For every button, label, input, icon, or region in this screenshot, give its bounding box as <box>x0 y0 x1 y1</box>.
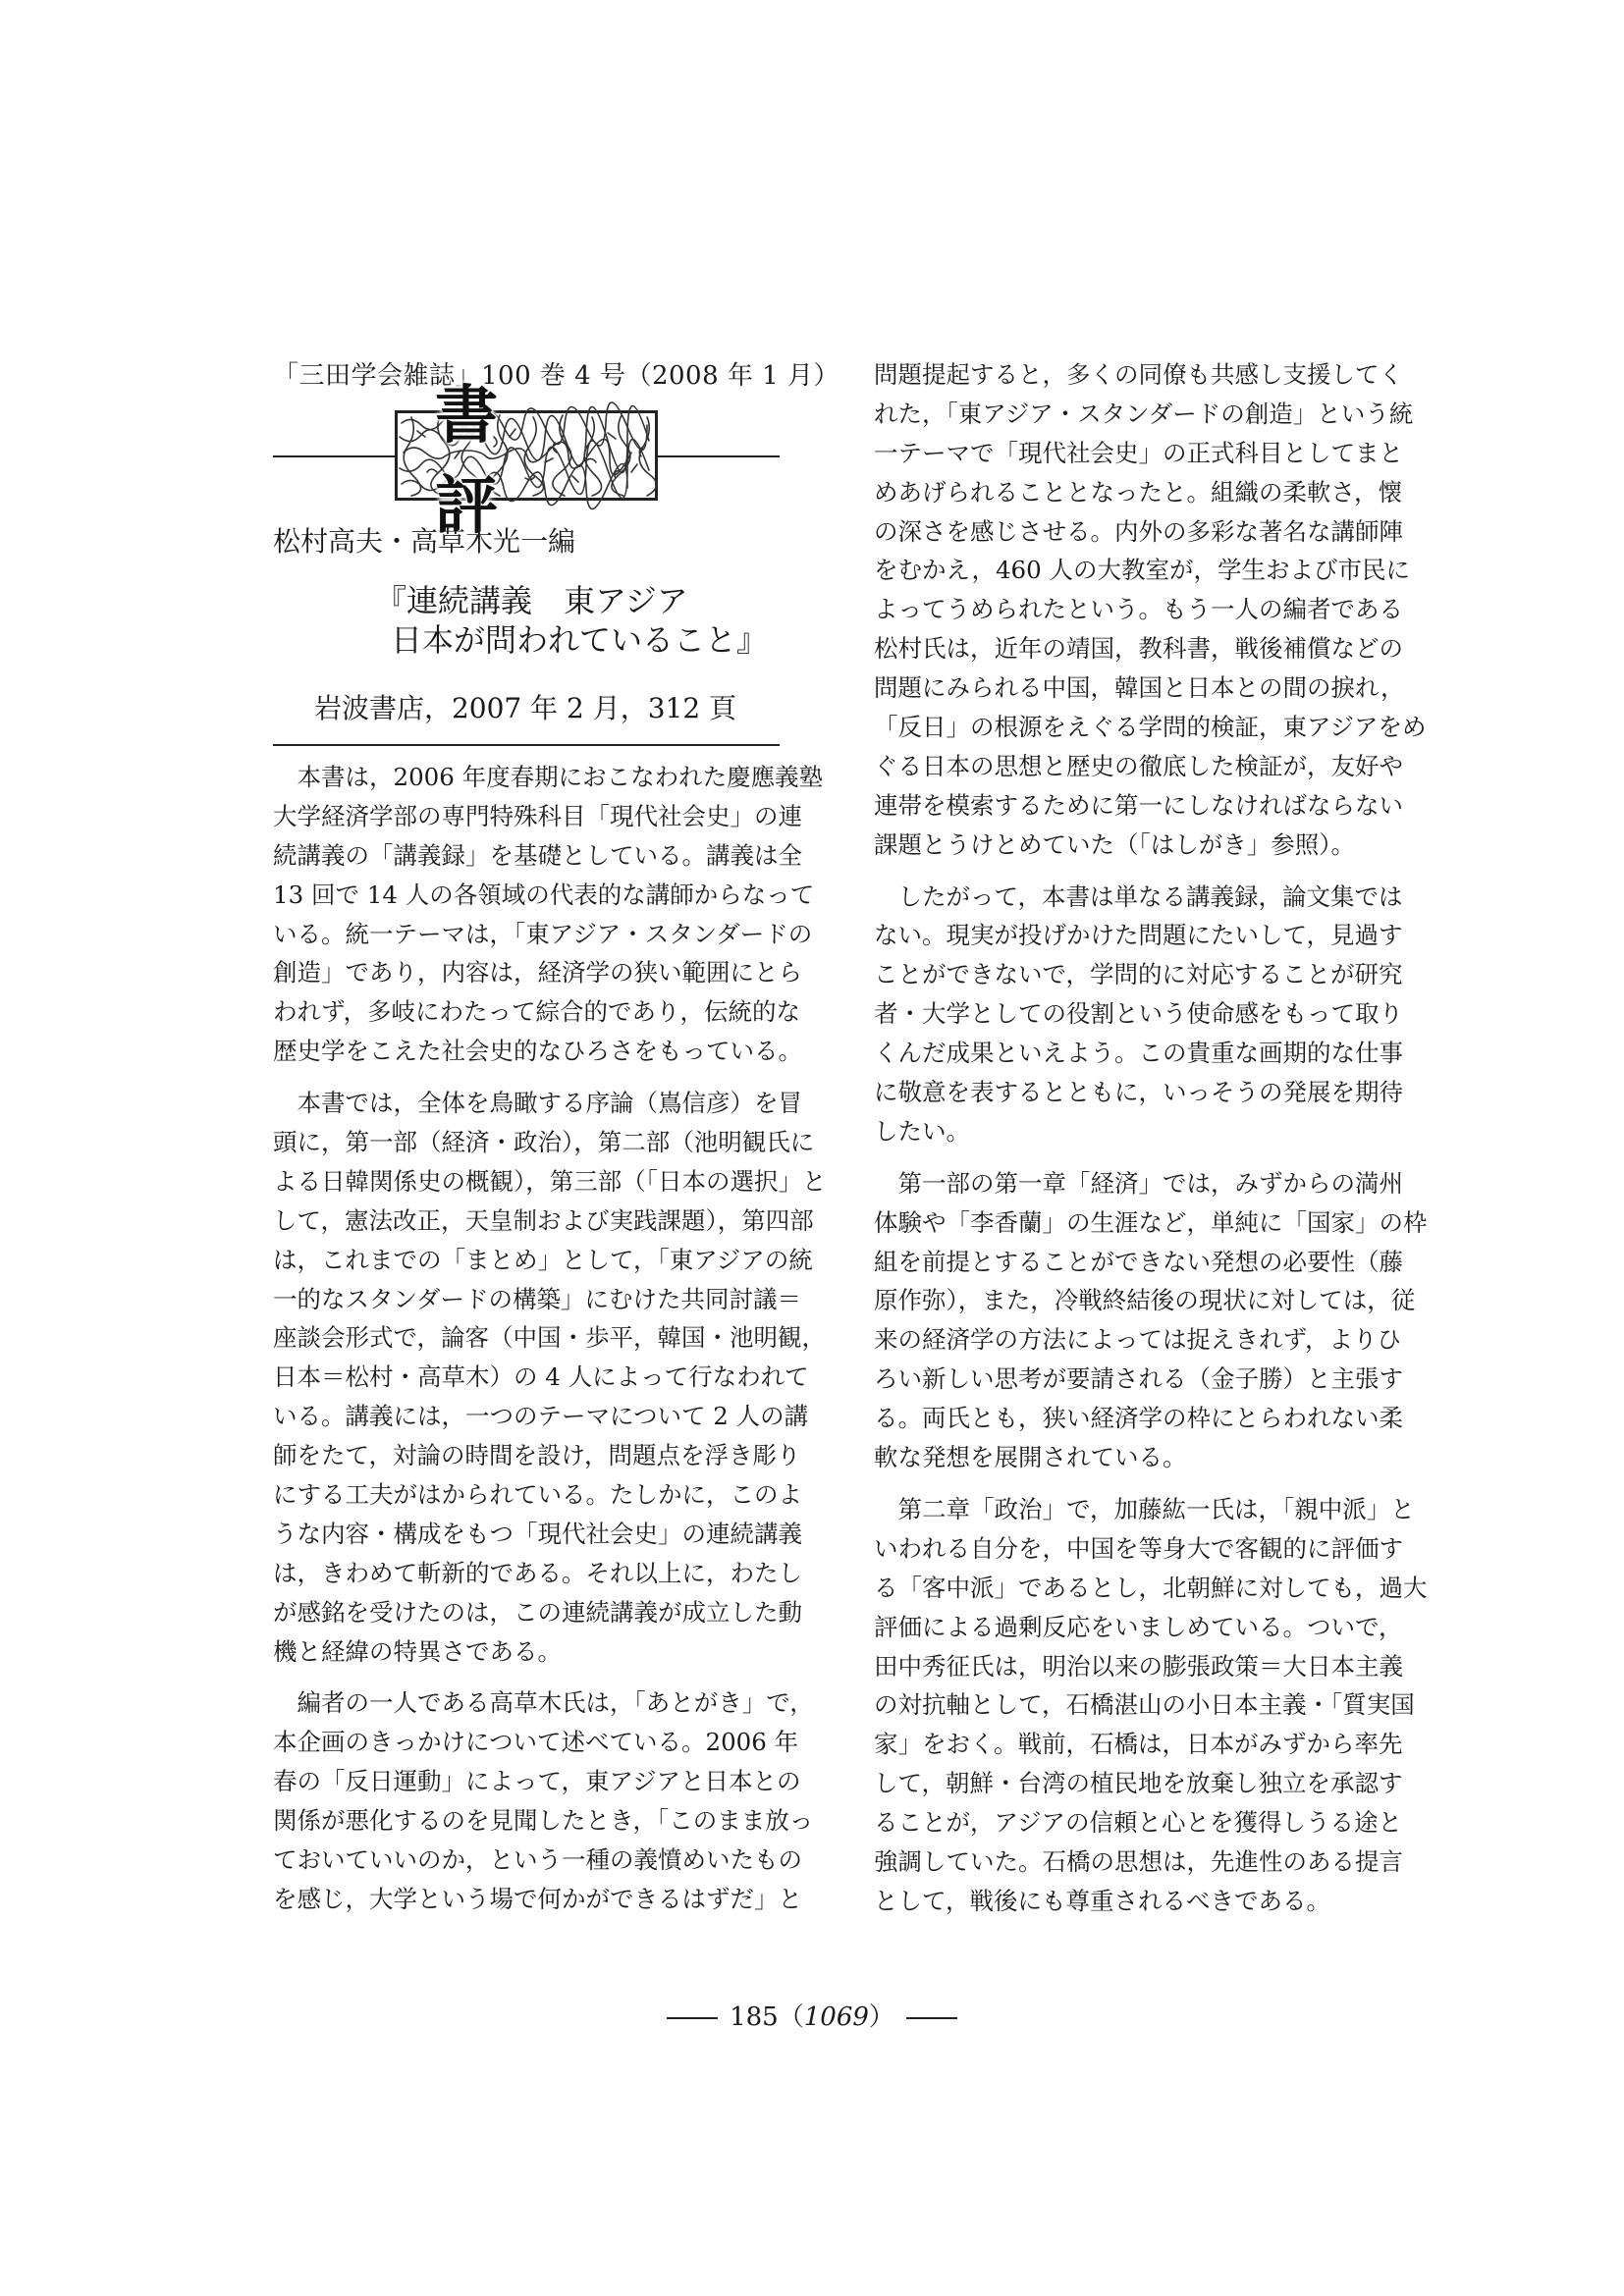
paragraph-gap <box>273 1071 780 1084</box>
text-line: をむかえ，460 人の大教室が，学生および市民に <box>874 556 1411 585</box>
text-line: る「客中派」であるとし，北朝鮮に対しても，過大 <box>874 1573 1428 1602</box>
text-line: 原作弥），また，冷戦終結後の現状に対しては，従 <box>874 1286 1416 1315</box>
text-line: して，朝鮮・台湾の植民地を放棄し独立を承認す <box>874 1769 1403 1798</box>
text-line: 関係が悪化するのを見聞したとき，「このまま放っ <box>273 1806 814 1836</box>
text-line: いわれる自分を，中国を等身大で客観的に評価す <box>874 1533 1403 1563</box>
text-line: 軟な発想を展開されている。 <box>874 1443 1187 1472</box>
text-line: ことができないで，学問的に対応することが研究 <box>874 960 1403 989</box>
text-line: したい。 <box>874 1116 970 1146</box>
text-line: 評価による過剰反応をいましめている。ついで， <box>874 1612 1403 1641</box>
page-footer <box>0 1997 1624 2033</box>
book-title-line-1: 『連続講義 東アジア <box>375 582 688 619</box>
text-line: 頭に，第一部（経済・政治），第二部（池明観氏に <box>273 1128 815 1157</box>
text-line: 者・大学としての役割という使命感をもって取り <box>874 999 1403 1029</box>
text-line: ぐる日本の思想と歴史の徹底した検証が，友好や <box>874 751 1403 780</box>
text-line: 大学経済学部の専門特殊科目「現代社会史」の連 <box>273 801 802 830</box>
text-line: いる。講義には，一つのテーマについて 2 人の講 <box>273 1402 809 1431</box>
paragraph-gap <box>874 1477 1380 1490</box>
text-line: 「反日」の根源をえぐる学問的検証，東アジアをめ <box>874 713 1427 742</box>
text-line: 課題とうけとめていた（「はしがき」参照）。 <box>874 829 1355 859</box>
text-line: 強調していた。石橋の思想は，先進性のある提言 <box>874 1846 1403 1876</box>
text-line: して，憲法改正，天皇制および実践課題），第四部 <box>273 1205 814 1235</box>
paren-close: ） <box>868 2002 894 2032</box>
review-editors: 松村高夫・高草木光一編 <box>273 525 576 558</box>
book-title-line-2: 日本が問われていること』 <box>391 621 769 659</box>
text-line: いる。統一テーマは，「東アジア・スタンダードの <box>273 919 813 948</box>
text-line: よる日韓関係史の概観），第三部（「日本の選択」と <box>273 1166 827 1196</box>
text-line: は，きわめて斬新的である。それ以上に，わたし <box>273 1558 802 1587</box>
text-line: 歴史学をこえた社会史的なひろさをもっている。 <box>273 1037 802 1066</box>
paragraph-gap <box>273 1671 780 1683</box>
text-line: 連帯を模索するために第一にしなければならない <box>874 790 1403 820</box>
text-line: よってうめられたという。もう一人の編者である <box>874 595 1403 624</box>
text-line: めあげられることとなったと。組織の柔軟さ，懐 <box>874 477 1403 507</box>
text-line: くんだ成果といえよう。この貴重な画期的な仕事 <box>874 1039 1403 1068</box>
section-badge <box>395 379 675 543</box>
text-line: 春の「反日運動」によって，東アジアと日本との <box>273 1767 801 1796</box>
text-line: に敬意を表するとともに，いっそうの発展を期待 <box>874 1078 1403 1107</box>
text-line: ることが，アジアの信頼と心とを獲得しうる途と <box>874 1808 1403 1838</box>
text-line: 一的なスタンダードの構築」にむけた共同討議＝ <box>273 1284 802 1313</box>
text-line: 第一部の第一章「経済」では，みずからの満州 <box>874 1168 1403 1198</box>
text-line: の深さを感じさせる。内外の多彩な著名な講師陣 <box>874 516 1403 546</box>
text-line: 創造」であり，内容は，経済学の狭い範囲にとら <box>273 958 802 988</box>
text-line: 来の経済学の方法によっては捉えきれず，よりひ <box>874 1325 1402 1355</box>
text-line: は，これまでの「まとめ」として，「東アジアの統 <box>273 1245 813 1274</box>
text-line: したがって，本書は単なる講義録，論文集では <box>874 881 1403 911</box>
text-line: ろい新しい思考が要請される（金子勝）と主張す <box>874 1364 1403 1394</box>
paragraph-gap <box>874 865 1380 878</box>
text-line: が感銘を受けたのは，この連続講義が成立した動 <box>273 1597 802 1627</box>
text-line: にする工夫がはかられている。たしかに，このよ <box>273 1480 802 1510</box>
text-line: 体験や「李香蘭」の生涯など，単純に「国家」の枠 <box>874 1207 1428 1237</box>
paren-open: （ <box>778 2002 804 2032</box>
paragraph-gap <box>874 1151 1380 1164</box>
text-line: 日本＝松村・高草木）の 4 人によって行なわれて <box>273 1362 809 1392</box>
text-line: 田中秀征氏は，明治以来の膨張政策＝大日本主義 <box>874 1651 1403 1681</box>
text-line: 第二章「政治」で，加藤紘一氏は，「親中派」と <box>874 1494 1415 1523</box>
text-line: 問題提起すると，多くの同僚も共感し支援してく <box>874 360 1403 389</box>
text-line: 組を前提とすることができない発想の必要性（藤 <box>874 1247 1403 1276</box>
text-line: として，戦後にも尊重されるべきである。 <box>874 1886 1331 1915</box>
text-line: 本企画のきっかけについて述べている。2006 年 <box>273 1728 799 1757</box>
text-line: 13 回で 14 人の各領域の代表的な講師からなって <box>273 880 815 909</box>
text-line: の対抗軸として，石橋湛山の小日本主義・「質実国 <box>874 1690 1415 1720</box>
text-line: 問題にみられる中国，韓国と日本との間の捩れ， <box>874 673 1405 703</box>
footer-dash-left <box>667 2017 718 2019</box>
text-line: ておいていいのか，という一種の義憤めいたもの <box>273 1845 802 1875</box>
publication-info: 岩波書店，2007 年 2 月，312 頁 <box>313 692 737 724</box>
text-line: を感じ，大学という場で何かができるはずだ」と <box>273 1884 802 1913</box>
text-line: れた，「東アジア・スタンダードの創造」という統 <box>874 399 1414 428</box>
text-line: 座談会形式で，論客（中国・歩平，韓国・池明観， <box>273 1323 827 1353</box>
total-page-number: 1069 <box>803 2002 869 2032</box>
text-line: われず，多岐にわたって綜合的であり，伝統的な <box>273 997 801 1027</box>
footer-dash-right <box>906 2017 957 2019</box>
text-line: 続講義の「講義録」を基礎としている。講義は全 <box>273 840 802 870</box>
journal-citation: 「三田学会雑誌」100 巻 4 号（2008 年 1 月） <box>273 361 839 391</box>
text-line: 本書は，2006 年度春期におこなわれた慶應義塾 <box>273 763 824 791</box>
text-line: 本書では，全体を鳥瞰する序論（嶌信彦）を冒 <box>273 1089 802 1118</box>
text-line: る。両氏とも，狭い経済学の枠にとらわれない柔 <box>874 1404 1403 1433</box>
body-column-right <box>874 355 1428 1921</box>
text-line: 一テーマで「現代社会史」の正式科目としてまと <box>874 438 1403 467</box>
header-rule <box>273 744 780 746</box>
section-label: 書 評 <box>435 379 675 543</box>
body-column-left <box>273 758 827 1919</box>
section-rule-right <box>658 455 780 457</box>
text-line: うな内容・構成をもつ「現代社会史」の連続講義 <box>273 1519 802 1548</box>
text-line: 師をたて，対論の時間を設け，問題点を浮き彫り <box>273 1441 801 1470</box>
text-line: 松村氏は，近年の靖国，教科書，戦後補償などの <box>874 634 1403 664</box>
text-line: 機と経緯の特異さである。 <box>273 1636 562 1666</box>
text-line: ない。現実が投げかけた問題にたいして，見過す <box>874 921 1403 950</box>
text-line: 家」をおく。戦前，石橋は，日本がみずから率先 <box>874 1730 1403 1759</box>
page-number: 185 <box>730 2002 779 2032</box>
text-line: 編者の一人である高草木氏は，「あとがき」で， <box>273 1688 814 1718</box>
book-title <box>375 581 768 660</box>
section-rule-left <box>273 455 395 457</box>
